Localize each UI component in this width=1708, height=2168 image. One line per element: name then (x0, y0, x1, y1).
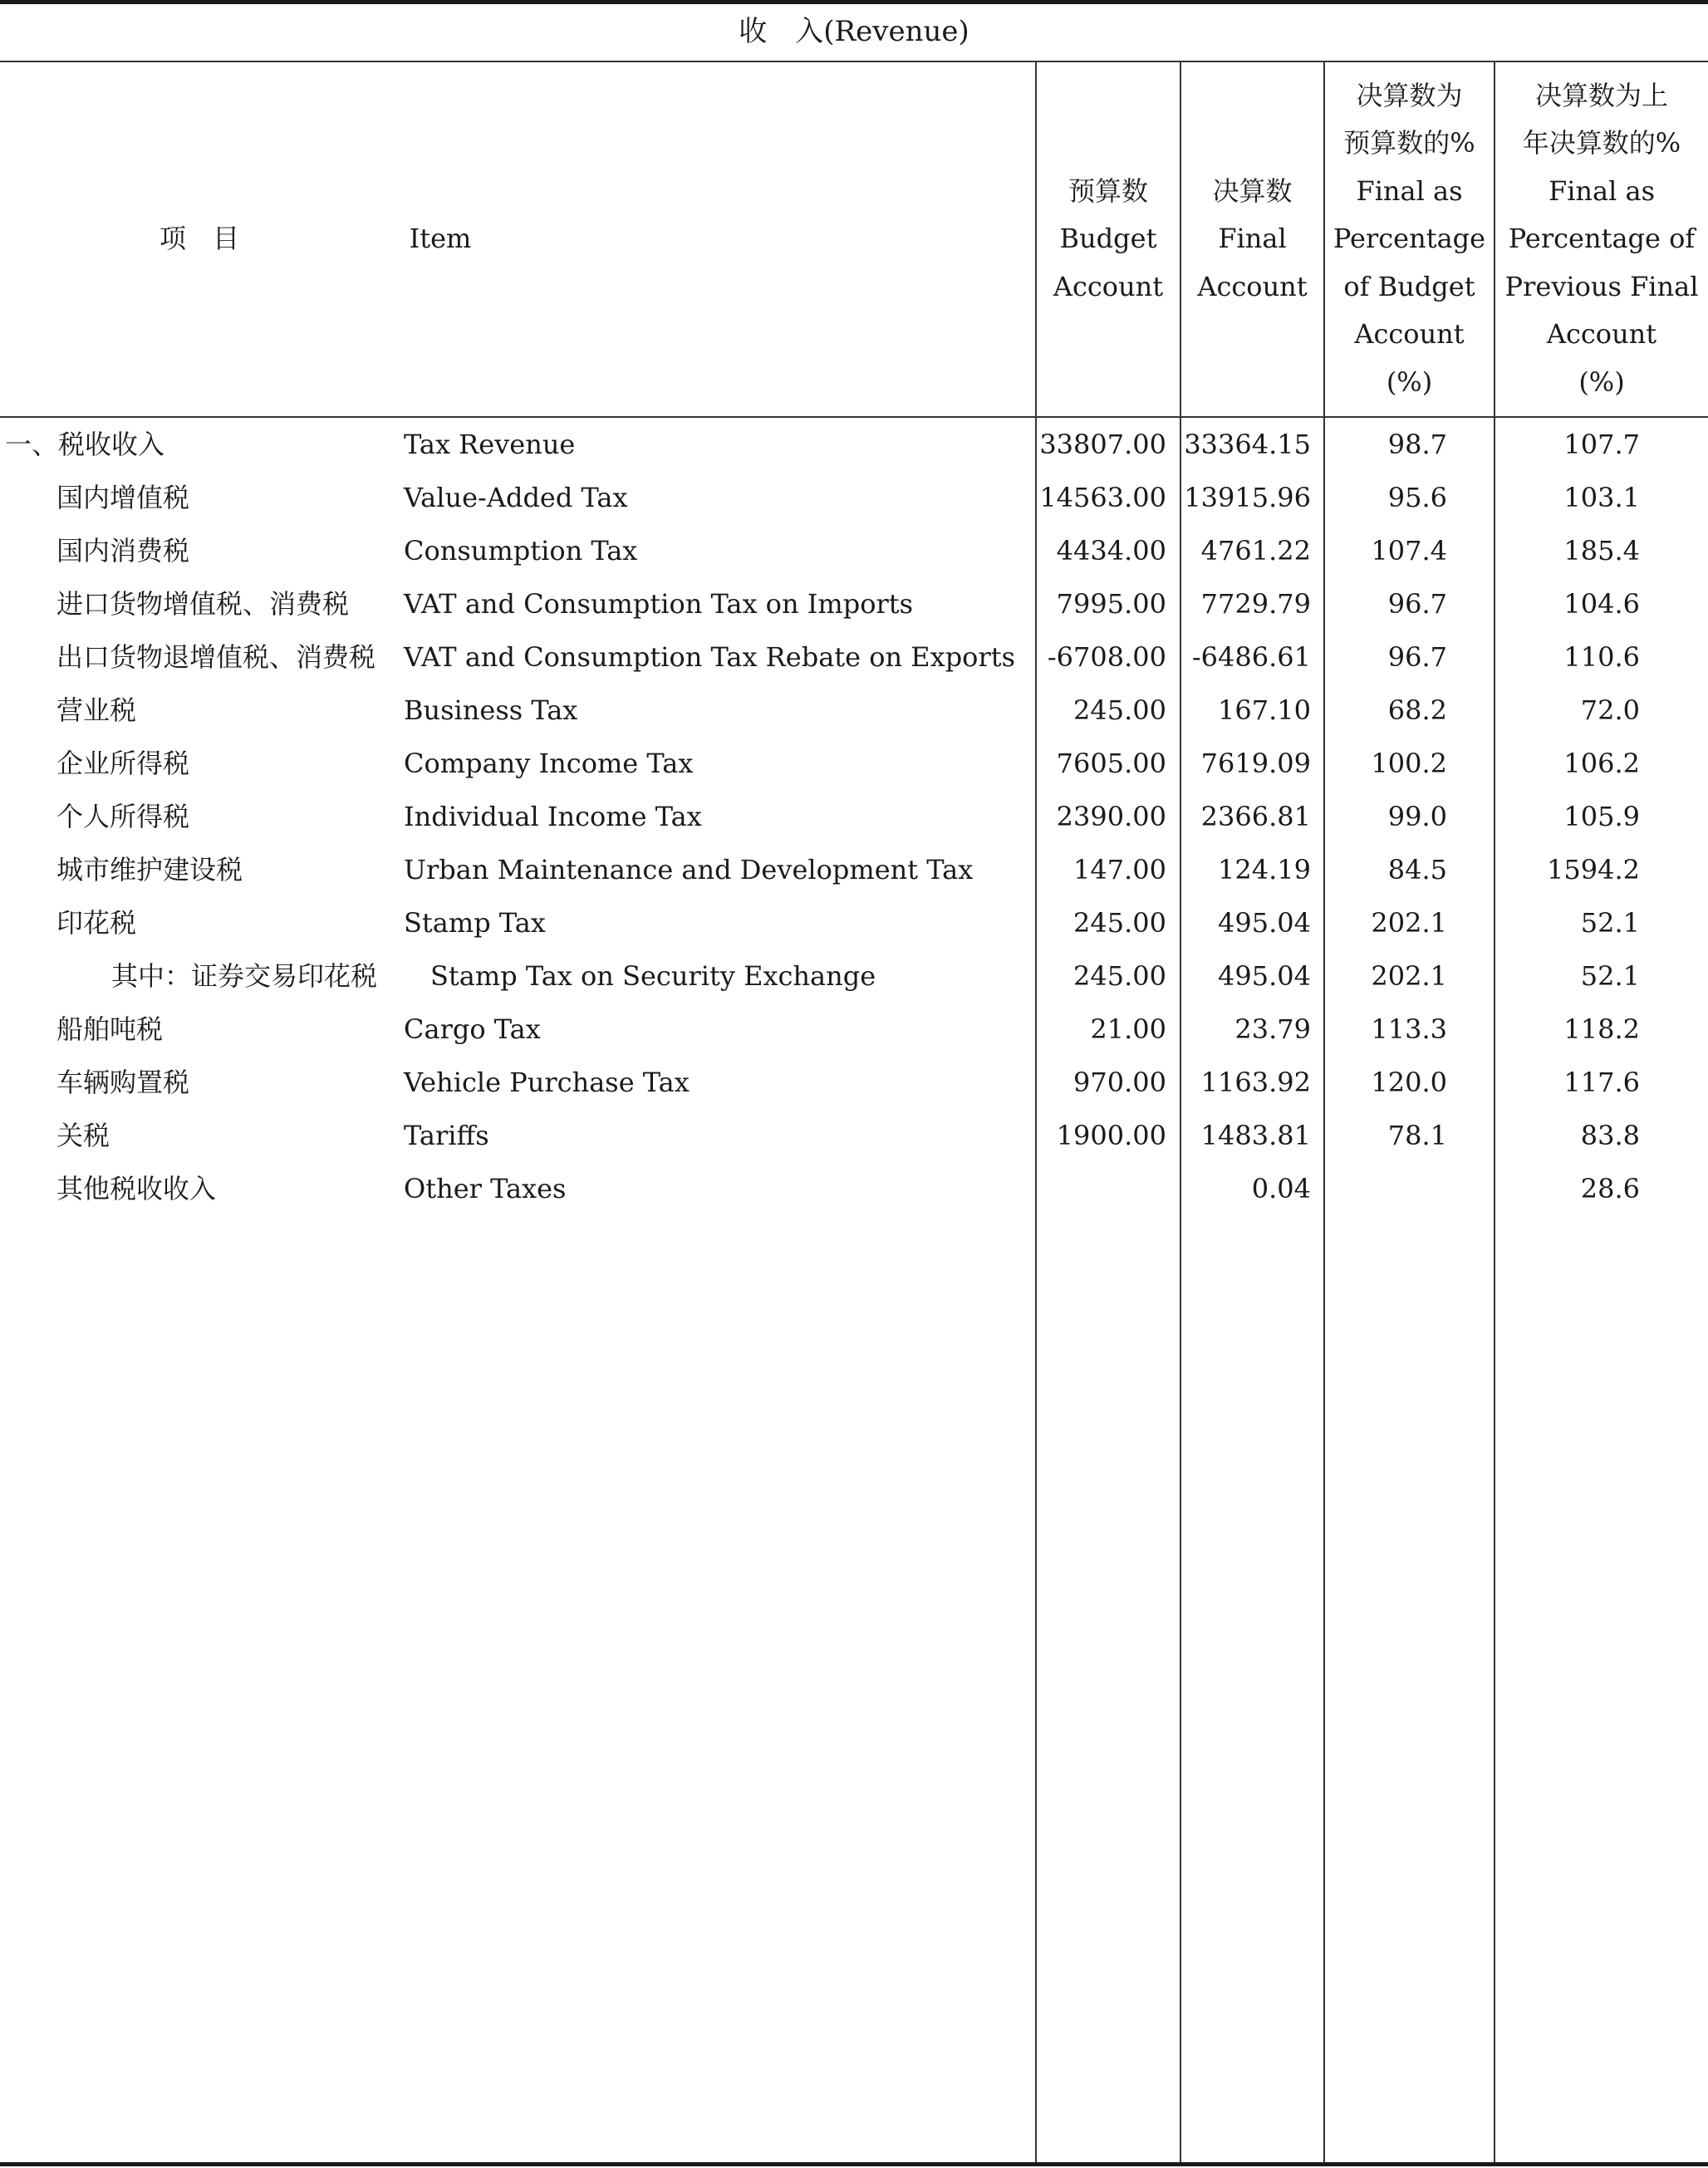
final-value: 167.10 (1218, 694, 1311, 726)
item-name-cn: 进口货物增值税、消费税 (56, 588, 350, 620)
item-name-cn: 个人所得税 (56, 801, 190, 832)
final-value: 4761.22 (1200, 535, 1311, 567)
item-name-cn: 出口货物退增值税、消费税 (56, 641, 376, 673)
final-value: 2366.81 (1200, 801, 1311, 832)
budget-value: -6708.00 (1047, 641, 1166, 673)
table-row (0, 896, 1708, 949)
pct-of-budget: 68.2 (1387, 694, 1447, 726)
final-value: 124.19 (1218, 854, 1311, 885)
budget-value: 4434.00 (1056, 535, 1166, 567)
pct-of-budget: 202.1 (1371, 907, 1447, 939)
final-value: -6486.61 (1191, 641, 1311, 673)
item-name-en: Urban Maintenance and Development Tax (404, 854, 974, 885)
pct-of-budget: 96.7 (1387, 588, 1447, 620)
bottom-rule (0, 2162, 1708, 2166)
header-final: 决算数 Final Account (1197, 174, 1308, 302)
final-value: 23.79 (1234, 1013, 1311, 1045)
item-name-cn: 关税 (56, 1120, 110, 1151)
table-row (0, 471, 1708, 524)
item-name-en: Tax Revenue (404, 429, 576, 460)
item-name-en: Business Tax (404, 694, 578, 726)
pct-of-previous: 110.6 (1563, 641, 1640, 673)
item-name-cn: 国内消费税 (56, 535, 190, 567)
final-value: 1163.92 (1200, 1067, 1311, 1098)
final-value: 495.04 (1218, 960, 1311, 992)
pct-of-previous: 28.6 (1580, 1173, 1640, 1204)
pct-of-budget: 95.6 (1387, 482, 1447, 513)
budget-value: 7995.00 (1056, 588, 1166, 620)
pct-of-previous: 103.1 (1563, 482, 1640, 513)
pct-of-previous: 52.1 (1580, 960, 1640, 992)
top-rule (0, 0, 1708, 4)
budget-value: 21.00 (1090, 1013, 1166, 1045)
item-name-en: Stamp Tax on Security Exchange (430, 960, 876, 992)
table-title: 收 入(Revenue) (739, 15, 969, 48)
budget-value: 2390.00 (1056, 801, 1166, 832)
item-name-cn: 船舶吨税 (56, 1013, 164, 1045)
pct-of-budget: 99.0 (1387, 801, 1447, 832)
item-name-en: Cargo Tax (404, 1013, 541, 1045)
item-name-cn: 一、税收收入 (5, 429, 165, 460)
pct-of-budget: 107.4 (1371, 535, 1447, 567)
final-value: 495.04 (1218, 907, 1311, 939)
pct-of-budget: 100.2 (1371, 748, 1447, 779)
table-row (0, 684, 1708, 737)
final-value: 33364.15 (1184, 429, 1311, 460)
table-row (0, 577, 1708, 630)
header-item-en: Item (409, 223, 472, 255)
budget-value: 147.00 (1073, 854, 1166, 885)
table-row (0, 418, 1708, 471)
item-name-cn: 国内增值税 (56, 482, 190, 513)
final-value: 7729.79 (1200, 588, 1311, 620)
final-value: 1483.81 (1200, 1120, 1311, 1151)
budget-value: 245.00 (1073, 907, 1166, 939)
table-row (0, 1056, 1708, 1109)
pct-of-budget: 84.5 (1387, 854, 1447, 885)
item-name-en: VAT and Consumption Tax on Imports (404, 588, 914, 620)
header-pct-budget: 决算数为 预算数的% Final as Percentage of Budget Account (%) (1333, 79, 1486, 398)
pct-of-budget: 113.3 (1371, 1013, 1447, 1045)
table-row (0, 737, 1708, 790)
item-name-cn: 印花税 (56, 907, 137, 939)
item-name-cn: 其中：证券交易印花税 (111, 960, 378, 992)
budget-value: 245.00 (1073, 694, 1166, 726)
table-row (0, 630, 1708, 684)
item-name-en: Value-Added Tax (404, 482, 628, 513)
pct-of-previous: 72.0 (1580, 694, 1640, 726)
item-name-en: Company Income Tax (404, 748, 694, 779)
pct-of-previous: 104.6 (1563, 588, 1640, 620)
item-name-en: Stamp Tax (404, 907, 546, 939)
header-item-cn: 项 目 (159, 223, 239, 255)
pct-of-previous: 117.6 (1563, 1067, 1640, 1098)
final-value: 7619.09 (1200, 748, 1311, 779)
item-name-cn: 城市维护建设税 (56, 854, 243, 885)
pct-of-budget: 98.7 (1387, 429, 1447, 460)
item-name-en: Vehicle Purchase Tax (404, 1067, 690, 1098)
item-name-cn: 营业税 (56, 694, 137, 726)
item-name-en: Tariffs (404, 1120, 489, 1151)
pct-of-budget: 120.0 (1371, 1067, 1447, 1098)
pct-of-previous: 1594.2 (1547, 854, 1640, 885)
budget-value: 33807.00 (1039, 429, 1166, 460)
item-name-cn: 其他税收收入 (56, 1173, 217, 1204)
pct-of-previous: 118.2 (1563, 1013, 1640, 1045)
pct-of-previous: 185.4 (1563, 535, 1640, 567)
final-value: 0.04 (1251, 1173, 1311, 1204)
item-name-en: VAT and Consumption Tax Rebate on Exports (404, 641, 1016, 673)
item-name-cn: 企业所得税 (56, 748, 190, 779)
table-row (0, 524, 1708, 577)
item-name-en: Other Taxes (404, 1173, 567, 1204)
pct-of-previous: 83.8 (1580, 1120, 1640, 1151)
budget-value: 1900.00 (1056, 1120, 1166, 1151)
budget-value: 14563.00 (1039, 482, 1166, 513)
budget-value: 245.00 (1073, 960, 1166, 992)
item-name-en: Consumption Tax (404, 535, 638, 567)
header-pct-prev: 决算数为上 年决算数的% Final as Percentage of Previous Final Account (%) (1504, 79, 1699, 398)
budget-value: 970.00 (1073, 1067, 1166, 1098)
table-row (0, 843, 1708, 896)
pct-of-previous: 105.9 (1563, 801, 1640, 832)
pct-of-budget: 96.7 (1387, 641, 1447, 673)
header-budget: 预算数 Budget Account (1053, 174, 1164, 302)
final-value: 13915.96 (1184, 482, 1311, 513)
table-row (0, 790, 1708, 843)
table-row (0, 1109, 1708, 1162)
item-name-en: Individual Income Tax (404, 801, 702, 832)
budget-value: 7605.00 (1056, 748, 1166, 779)
pct-of-budget: 78.1 (1387, 1120, 1447, 1151)
pct-of-previous: 106.2 (1563, 748, 1640, 779)
table-row (0, 949, 1708, 1003)
item-name-cn: 车辆购置税 (56, 1067, 190, 1098)
pct-of-budget: 202.1 (1371, 960, 1447, 992)
table-row (0, 1003, 1708, 1056)
table-row (0, 1162, 1708, 1215)
pct-of-previous: 52.1 (1580, 907, 1640, 939)
pct-of-previous: 107.7 (1563, 429, 1640, 460)
